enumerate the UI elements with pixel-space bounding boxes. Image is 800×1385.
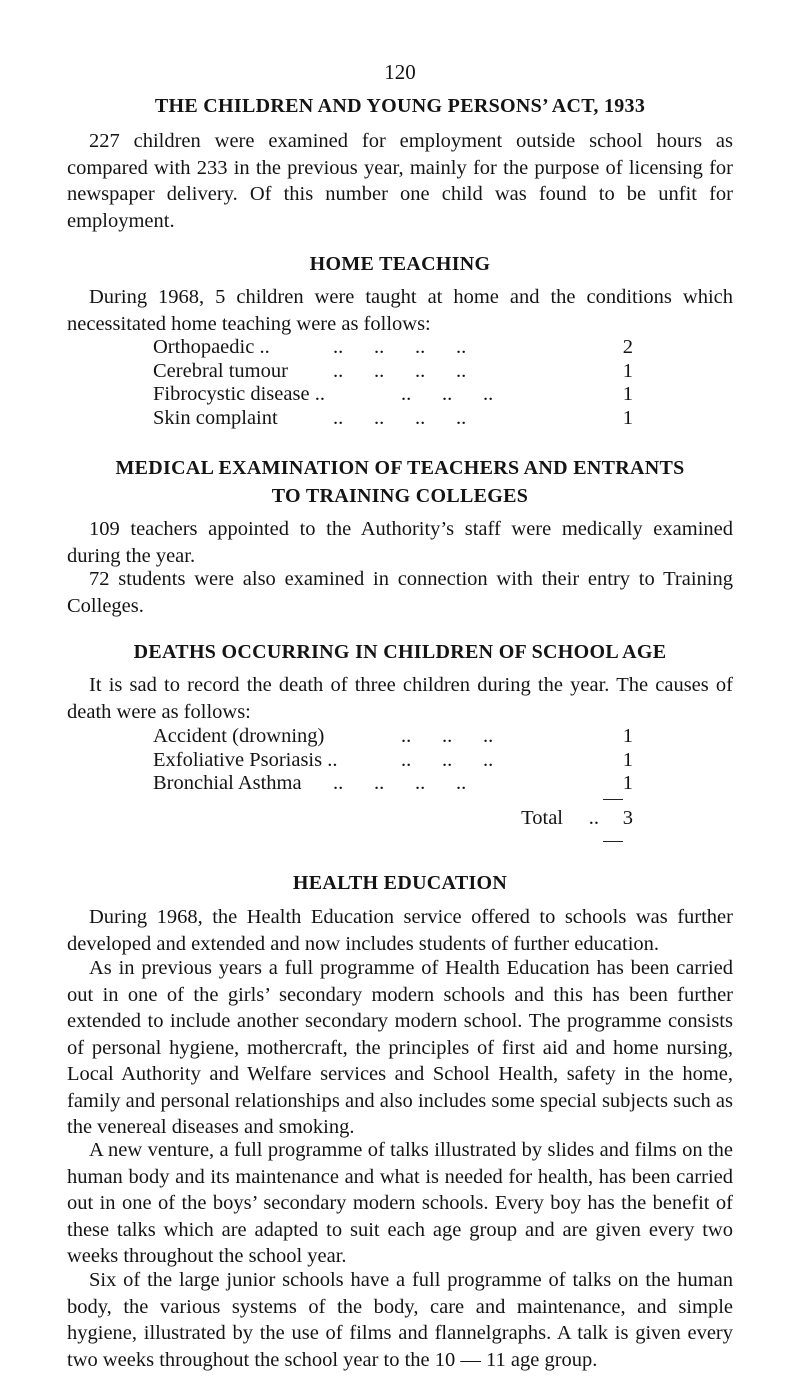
paragraph-health-education-2: As in previous years a full programme of Health Education has been carried out in one of the girls’ secondary modern schools and this has been further extended to include another secondary modern school. The programme consists of personal hygiene, mothercraft, the principles of first aid and home nursing, Local Authority and Welfare services and School Health, safety in the home, family and personal relationships and also includes some special subjects such as the venereal diseases and smoking. xyxy=(67,957,733,1138)
list-item-count: 1 xyxy=(622,406,633,429)
list-item-dots: .. .. .. xyxy=(401,748,494,771)
list-item-count: 1 xyxy=(622,359,633,382)
paragraph-deaths: It is sad to record the death of three children during the year. The causes of death were as follows: xyxy=(67,674,733,723)
paragraph-home-teaching: During 1968, 5 children were taught at home and the conditions which necessitated home teaching were as follows: xyxy=(67,286,733,335)
list-item xyxy=(153,772,633,796)
list-item-label: Cerebral tumour xyxy=(153,359,288,382)
paragraph-students-examined: 72 students were also examined in connection with their entry to Training Colleges. xyxy=(67,568,733,617)
total-rule-top xyxy=(603,799,623,800)
heading-line: TO TRAINING COLLEGES xyxy=(271,485,529,507)
section-heading-home-teaching: HOME TEACHING xyxy=(309,253,491,275)
section-heading-deaths: DEATHS OCCURRING IN CHILDREN OF SCHOOL AGE xyxy=(133,641,667,663)
list-item-dots: .. .. .. .. xyxy=(333,336,467,358)
list-item-count: 2 xyxy=(622,336,633,358)
home-teaching-list xyxy=(153,336,633,430)
list-item-count: 1 xyxy=(622,748,633,771)
list-item-dots: .. .. .. xyxy=(401,725,494,747)
total-label: Total xyxy=(521,807,563,829)
paragraph-health-education-4: Six of the large junior schools have a full programme of talks on the human body, the various systems of the body, care and maintenance, and simple hygiene, illustrated by the use of films and flannelgraphs. A talk is given every two weeks throughout the school year to the 10 — 11 age group. xyxy=(67,1269,733,1371)
list-item-count: 1 xyxy=(622,772,633,794)
page-number: 120 xyxy=(384,60,416,84)
total-dots: .. xyxy=(588,807,599,829)
paragraph-health-education-1: During 1968, the Health Education service offered to schools was further developed and extended and now includes students of further education. xyxy=(67,906,733,955)
paragraph-children-act: 227 children were examined for employment outside school hours as compared with 233 in the previous year, mainly for the purpose of licensing for newspaper delivery. Of this number one child was found to be unfit for employment. xyxy=(67,130,733,232)
list-item-dots: .. .. .. .. xyxy=(333,772,467,794)
list-item-label: Accident (drowning) xyxy=(153,725,325,747)
list-item-label: Orthopaedic .. xyxy=(153,336,270,358)
section-heading-children-act: THE CHILDREN AND YOUNG PERSONS’ ACT, 1933 xyxy=(154,95,646,117)
list-item-count: 1 xyxy=(622,383,633,405)
total-count: 3 xyxy=(622,807,633,829)
total-rule-bottom xyxy=(603,841,623,842)
list-item xyxy=(153,725,633,749)
list-item-label: Bronchial Asthma xyxy=(153,772,302,794)
total-row xyxy=(153,806,633,830)
paragraph-health-education-3: A new venture, a full programme of talks illustrated by slides and films on the human body and its maintenance and what is needed for health, has been carried out in one of the boys’ secondary modern schools. Every boy has the benefit of these talks which are adapted to suit each age group and are given every two weeks throughout the school year. xyxy=(67,1139,733,1267)
deaths-list xyxy=(153,725,633,796)
list-item-dots: .. .. .. xyxy=(401,383,494,405)
section-heading-health-education: HEALTH EDUCATION xyxy=(292,872,508,894)
list-item xyxy=(153,360,633,384)
list-item-count: 1 xyxy=(622,725,633,747)
paragraph-teachers-examined: 109 teachers appointed to the Authority’s staff were medically examined during the year. xyxy=(67,518,733,567)
section-heading-medical-examination xyxy=(0,454,800,510)
list-item xyxy=(153,383,633,407)
list-item-dots: .. .. .. .. xyxy=(333,406,467,429)
list-item-dots: .. .. .. .. xyxy=(333,359,467,382)
list-item-label: Skin complaint xyxy=(153,406,278,429)
heading-line: MEDICAL EXAMINATION OF TEACHERS AND ENTRANTS xyxy=(115,457,685,479)
list-item xyxy=(153,407,633,431)
list-item-label: Fibrocystic disease .. xyxy=(153,383,325,405)
list-item xyxy=(153,749,633,773)
list-item xyxy=(153,336,633,360)
list-item-label: Exfoliative Psoriasis .. xyxy=(153,748,338,771)
